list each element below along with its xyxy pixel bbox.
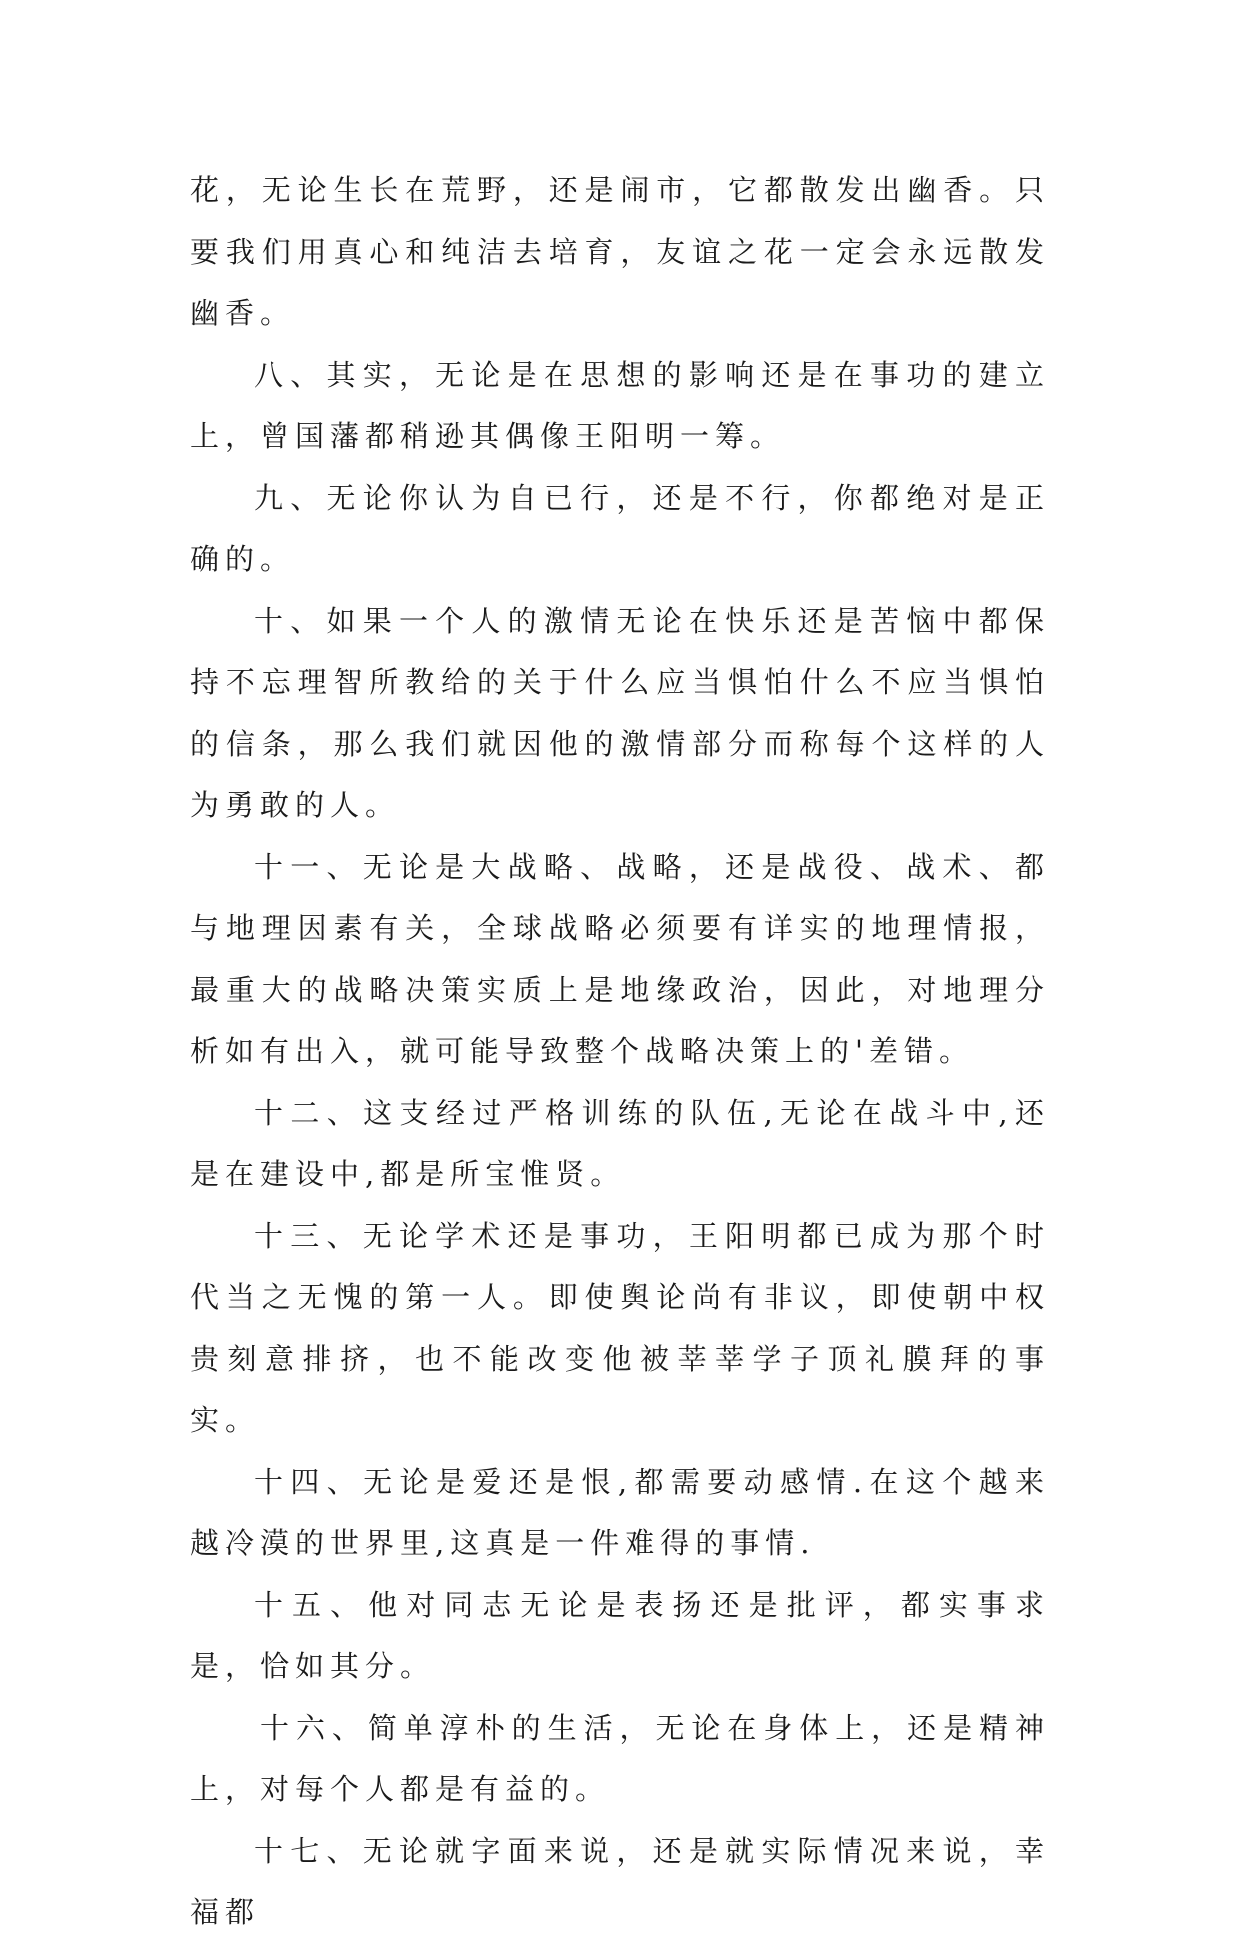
- paragraph-flower-friendship: 花，无论生长在荒野，还是闹市，它都散发出幽香。只要我们用真心和纯洁去培育，友谊之花一定会永远散发幽香。: [190, 173, 1050, 330]
- paragraph-11: 十一、无论是大战略、战略，还是战役、战术、都与地理因素有关，全球战略必须要有详实的地理情报，最重大的战略决策实质上是地缘政治，因此，对地理分析如有出入，就可能导致整个战略决策上的'差错。: [190, 849, 1050, 1068]
- paragraph-14: 十四、无论是爱还是恨,都需要动感情.在这个越来越冷漠的世界里,这真是一件难得的事情.: [190, 1464, 1050, 1560]
- paragraph-13: 十三、无论学术还是事功，王阳明都已成为那个时代当之无愧的第一人。即使舆论尚有非议，即使朝中权贵刻意排挤，也不能改变他被莘莘学子顶礼膜拜的事实。: [190, 1218, 1050, 1437]
- paragraph-15: 十五、他对同志无论是表扬还是批评，都实事求是，恰如其分。: [190, 1587, 1050, 1683]
- paragraph-16: 十六、简单淳朴的生活，无论在身体上，还是精神上，对每个人都是有益的。: [190, 1710, 1050, 1806]
- paragraph-8: 八、其实，无论是在思想的影响还是在事功的建立上，曾国藩都稍逊其偶像王阳明一筹。: [190, 357, 1050, 453]
- document-body: [190, 160, 1050, 1944]
- paragraph-9: 九、无论你认为自已行，还是不行，你都绝对是正确的。: [190, 480, 1050, 576]
- paragraph-17: 十七、无论就字面来说，还是就实际情况来说，幸福都: [190, 1833, 1050, 1929]
- paragraph-10: 十、如果一个人的激情无论在快乐还是苦恼中都保持不忘理智所教给的关于什么应当惧怕什么不应当惧怕的信条，那么我们就因他的激情部分而称每个这样的人为勇敢的人。: [190, 603, 1050, 822]
- paragraph-12: 十二、这支经过严格训练的队伍,无论在战斗中,还是在建设中,都是所宝惟贤。: [190, 1095, 1050, 1191]
